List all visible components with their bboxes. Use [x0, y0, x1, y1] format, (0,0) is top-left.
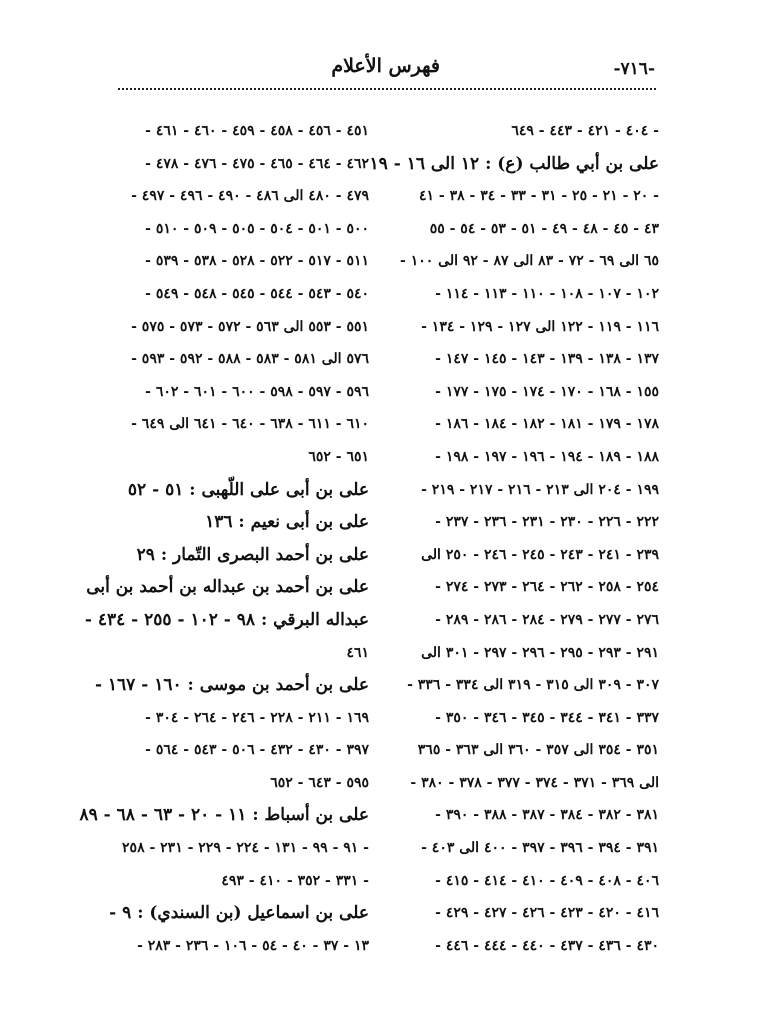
- index-entry-pages: ١٣٧ - ١٣٨ - ١٣٩ - ١٤٣ - ١٤٥ - ١٤٧ -: [435, 351, 659, 368]
- index-entry-pages: ٣٣٧ - ٣٤١ - ٣٤٤ - ٣٤٥ - ٣٤٦ - ٣٥٠ -: [435, 709, 659, 726]
- index-entry-pages: - ٤٠٤ - ٤٢١ - ٤٤٣ - ٦٤٩: [511, 123, 659, 139]
- index-entry-pages: ١٥٥ - ١٦٨ - ١٧٠ - ١٧٤ - ١٧٥ - ١٧٧ -: [435, 383, 659, 400]
- index-entry-pages: ٥١١ - ٥١٧ - ٥٢٢ - ٥٢٨ - ٥٣٨ - ٥٣٩ -: [145, 253, 369, 270]
- index-entry-pages: ٤٦٢ - ٤٦٤ - ٤٦٥ - ٤٧٥ - ٤٧٦ - ٤٧٨ -: [145, 155, 369, 172]
- page-header: [115, 55, 655, 85]
- index-entry-heading: عبداله البرقي : ٩٨ - ١٠٢ - ٢٥٥ - ٤٣٤ -: [84, 609, 369, 630]
- index-entry-pages: ٦٥١ - ٦٥٢: [308, 448, 369, 465]
- index-entry-pages: ٥٩٥ - ٦٤٣ - ٦٥٢: [270, 774, 369, 791]
- index-entry-pages: ٣٥١ - ٣٥٤ الى ٣٥٧ - ٣٦٠ الى ٣٦٣ - ٣٦٥: [417, 742, 659, 759]
- index-entry-pages: ٢٢٢ - ٢٢٦ - ٢٣٠ - ٢٣١ - ٢٣٦ - ٢٣٧ -: [435, 514, 659, 531]
- index-entry-pages: ٢٣٩ - ٢٤١ - ٢٤٣ - ٢٤٥ - ٢٤٦ - ٢٥٠ الى: [421, 546, 659, 563]
- index-entry-pages: ٣٨١ - ٣٨٢ - ٣٨٤ - ٣٨٧ - ٣٨٨ - ٣٩٠ -: [435, 807, 659, 824]
- index-entry-pages: الى ٣٦٩ - ٣٧١ - ٣٧٤ - ٣٧٧ - ٣٧٨ - ٣٨٠ -: [410, 774, 659, 791]
- index-entry-heading: على بن أحمد البصرى التّمار : ٢٩: [136, 544, 369, 565]
- running-title: فهرس الأعلام: [331, 55, 440, 77]
- index-entry-pages: ٣٩١ - ٣٩٤ - ٣٩٦ - ٣٩٧ - ٤٠٠ الى ٤٠٣ -: [421, 840, 659, 857]
- index-entry-pages: ٥٥١ - ٥٥٣ الى ٥٦٣ - ٥٧٢ - ٥٧٣ - ٥٧٥ -: [131, 318, 369, 335]
- index-entry-pages: ٢٥٤ - ٢٥٨ - ٢٦٢ - ٢٦٤ - ٢٧٣ - ٢٧٤ -: [435, 579, 659, 596]
- index-entry-pages: ٥٤٠ - ٥٤٣ - ٥٤٤ - ٥٤٥ - ٥٤٨ - ٥٤٩ -: [145, 285, 369, 302]
- index-entry-pages: ٤٧٩ - ٤٨٠ الى ٤٨٦ - ٤٩٠ - ٤٩٦ - ٤٩٧ -: [131, 188, 369, 205]
- index-entry-pages: - ٢٠ - ٢١ - ٢٥ - ٣١ - ٣٣ - ٣٤ - ٣٨ - ٤١: [419, 188, 659, 205]
- index-entry-pages: ٤٥١ - ٤٥٦ - ٤٥٨ - ٤٥٩ - ٤٦٠ - ٤٦١ -: [145, 123, 369, 139]
- index-entry-pages: ٦١٠ - ٦١١ - ٦٣٨ - ٦٤٠ - ٦٤١ الى ٦٤٩ -: [131, 416, 369, 433]
- index-entry-pages: ٤٣٠ - ٤٣٦ - ٤٣٧ - ٤٤٠ - ٤٤٤ - ٤٤٦ -: [435, 937, 659, 954]
- index-entry-pages: - ٩١ - ٩٩ - ١٣١ - ٢٢٤ - ٢٢٩ - ٢٣١ - ٢٥٨: [122, 840, 369, 857]
- index-entry-pages: ١٩٩ - ٢٠٤ الى ٢١٣ - ٢١٦ - ٢١٧ - ٢١٩ -: [421, 481, 659, 498]
- index-entry-pages: ٥٩٦ - ٥٩٧ - ٥٩٨ - ٦٠٠ - ٦٠١ - ٦٠٢ -: [145, 383, 369, 400]
- index-entry-heading: على بن أحمد بن عبداله بن أحمد بن أبى: [86, 577, 369, 598]
- index-entry-pages: ١١٦ - ١١٩ - ١٢٢ الى ١٢٧ - ١٢٩ - ١٣٤ -: [421, 318, 659, 335]
- index-entry-pages: ٥٠٠ - ٥٠١ - ٥٠٤ - ٥٠٥ - ٥٠٩ - ٥١٠ -: [145, 220, 369, 237]
- index-entry-pages: ٤٦١: [346, 644, 369, 661]
- index-entry-heading: على بن اسماعيل (بن السندي) : ٩ -: [109, 903, 369, 924]
- index-entry-pages: ٣٩٧ - ٤٣٠ - ٤٣٢ - ٥٠٦ - ٥٤٣ - ٥٦٤ -: [145, 742, 369, 759]
- header-divider: [118, 88, 656, 90]
- index-entry-pages: ٥٧٦ الى ٥٨١ - ٥٨٣ - ٥٨٨ - ٥٩٢ - ٥٩٣ -: [131, 351, 369, 368]
- index-entry-pages: ١٨٨ - ١٨٩ - ١٩٤ - ١٩٦ - ١٩٧ - ١٩٨ -: [435, 448, 659, 465]
- index-column-right: [369, 115, 659, 985]
- index-entry-heading: على بن أسباط : ١١ - ٢٠ - ٦٣ - ٦٨ - ٨٩: [79, 805, 369, 826]
- index-entry-pages: ١٠٢ - ١٠٧ - ١٠٨ - ١١٠ - ١١٣ - ١١٤ -: [435, 285, 659, 302]
- index-entry-pages: - ٣٣١ - ٣٥٢ - ٤١٠ - ٤٩٣: [221, 872, 369, 889]
- index-entry-pages: ٢٩١ - ٢٩٣ - ٢٩٥ - ٢٩٦ - ٢٩٧ - ٣٠١ الى: [421, 644, 659, 661]
- page-number: -٧١٦-: [613, 59, 655, 79]
- index-entry-pages: ٢٧٦ - ٢٧٧ - ٢٧٩ - ٢٨٤ - ٢٨٦ - ٢٨٩ -: [435, 611, 659, 628]
- index-entry-heading: على بن أبى نعيم : ١٣٦: [205, 512, 369, 533]
- index-entry-pages: ٤٣ - ٤٥ - ٤٨ - ٤٩ - ٥١ - ٥٣ - ٥٤ - ٥٥: [429, 220, 659, 237]
- index-entry-pages: ١٣ - ٣٧ - ٤٠ - ٥٤ - ١٠٦ - ٢٣٦ - ٢٨٣ -: [137, 937, 369, 954]
- index-entry-pages: ١٧٨ - ١٧٩ - ١٨١ - ١٨٢ - ١٨٤ - ١٨٦ -: [435, 416, 659, 433]
- index-entry-pages: ٤١٦ - ٤٢٠ - ٤٢٣ - ٤٢٦ - ٤٢٧ - ٤٢٩ -: [435, 905, 659, 922]
- index-entry-heading: على بن أبي طالب (ع) : ١٢ الى ١٦ - ١٩: [369, 153, 659, 174]
- index-entry-heading: على بن أبى على اللّهبى : ٥١ - ٥٢: [127, 479, 369, 500]
- index-entry-pages: ١٦٩ - ٢١١ - ٢٢٨ - ٢٤٦ - ٢٦٤ - ٣٠٤ -: [145, 709, 369, 726]
- index-entry-pages: ٤٠٦ - ٤٠٨ - ٤٠٩ - ٤١٠ - ٤١٤ - ٤١٥ -: [435, 872, 659, 889]
- index-entry-pages: ٣٠٧ - ٣٠٩ الى ٣١٥ - ٣١٩ الى ٣٣٤ - ٣٣٦ -: [407, 677, 659, 694]
- index-entry-heading: على بن أحمد بن موسى : ١٦٠ - ١٦٧ -: [94, 675, 369, 696]
- index-entry-pages: ٦٥ الى ٦٩ - ٧٢ - ٨٣ الى ٨٧ - ٩٢ الى ١٠٠ -: [400, 253, 659, 270]
- index-column-left: [79, 115, 369, 985]
